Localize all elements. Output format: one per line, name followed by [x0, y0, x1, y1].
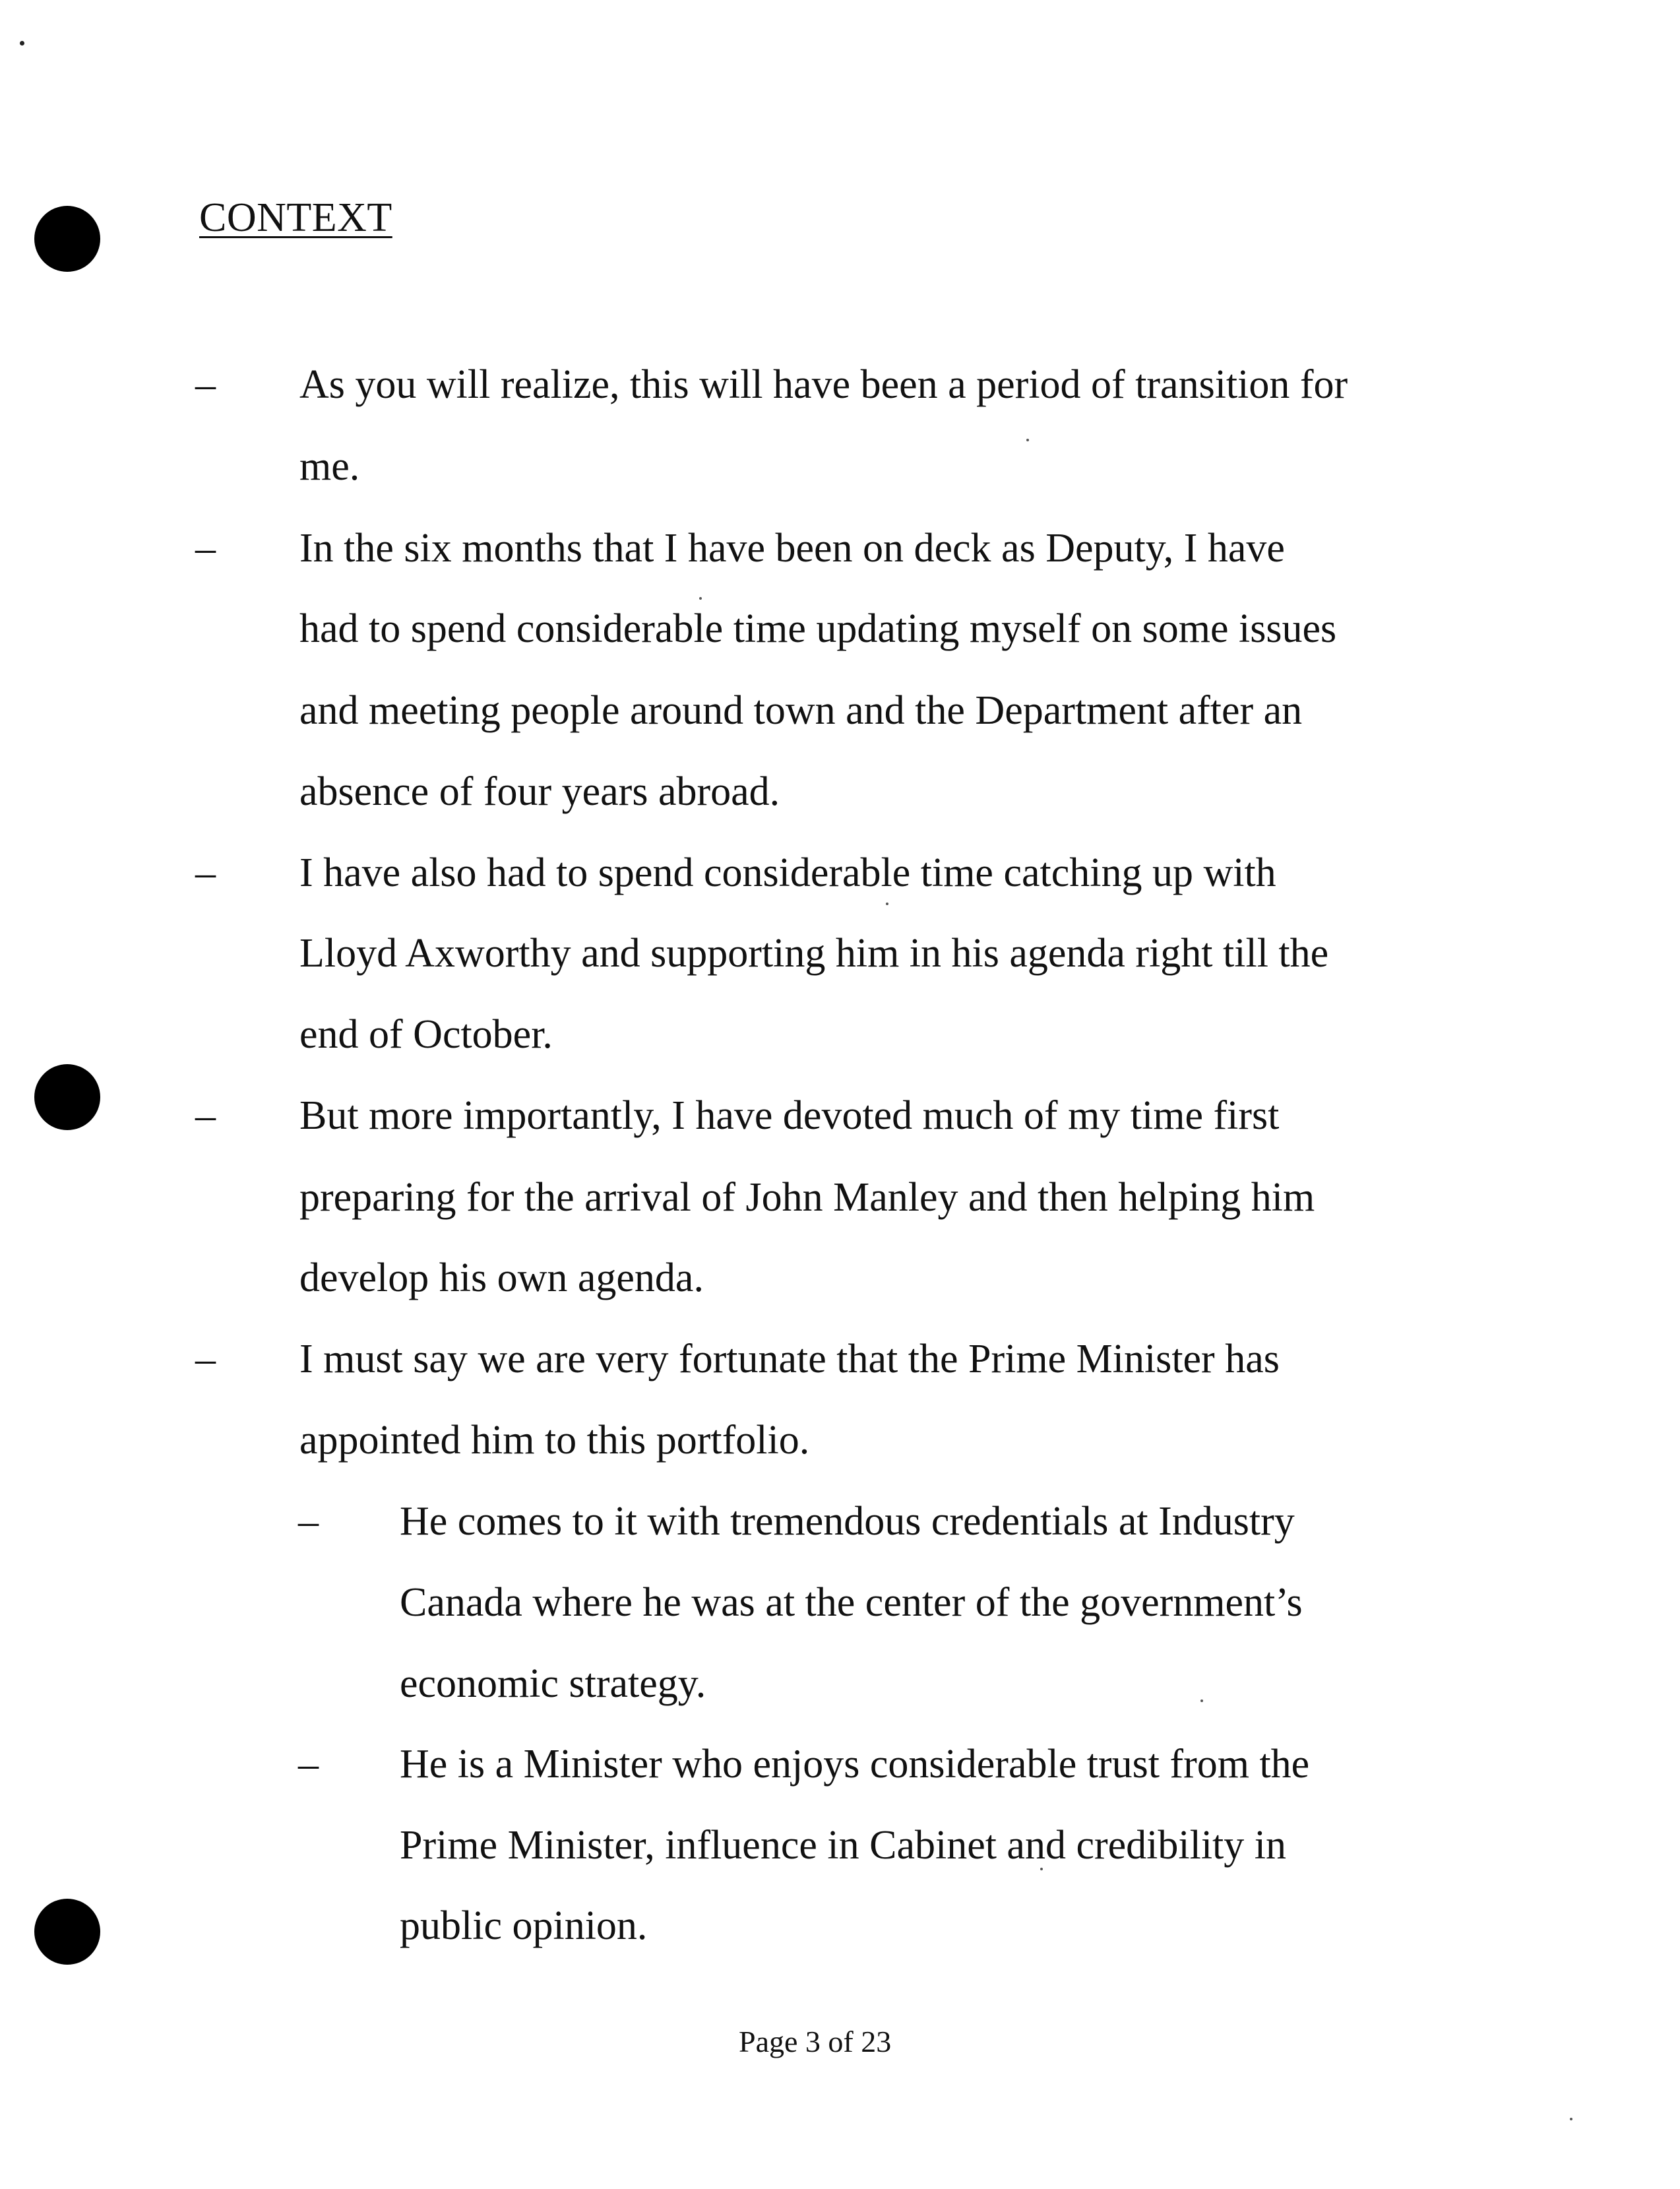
- scan-speck: [699, 597, 702, 600]
- item-line: He comes to it with tremendous credentials at Industry: [400, 1499, 1295, 1544]
- punch-hole-middle: [34, 1064, 100, 1130]
- scan-speck: [1200, 1699, 1203, 1702]
- dash-bullet: –: [195, 362, 216, 407]
- dash-bullet: –: [298, 1499, 319, 1544]
- scan-speck: [20, 41, 24, 46]
- item-line: I must say we are very fortunate that the Prime Minister has: [299, 1337, 1280, 1381]
- scan-speck: [886, 903, 888, 905]
- scan-speck: [1570, 2118, 1572, 2120]
- item-line: But more importantly, I have devoted much of my time first: [299, 1093, 1280, 1138]
- item-line: He is a Minister who enjoys considerable trust from the: [400, 1742, 1310, 1787]
- dash-bullet: –: [298, 1742, 319, 1787]
- item-line: develop his own agenda.: [299, 1255, 704, 1300]
- punch-hole-bottom: [34, 1899, 100, 1965]
- scan-speck: [1026, 439, 1029, 441]
- item-line: absence of four years abroad.: [299, 769, 780, 814]
- item-line: me.: [299, 444, 360, 489]
- scan-speck: [1040, 1868, 1043, 1870]
- item-line: In the six months that I have been on deck as Deputy, I have: [299, 526, 1285, 571]
- item-line: preparing for the arrival of John Manley and then helping him: [299, 1175, 1315, 1220]
- dash-bullet: –: [195, 850, 216, 895]
- item-line: public opinion.: [400, 1903, 648, 1948]
- section-heading: CONTEXT: [199, 195, 392, 240]
- page-number: Page 3 of 23: [739, 2025, 892, 2058]
- dash-bullet: –: [195, 1093, 216, 1138]
- item-line: and meeting people around town and the Department after an: [299, 688, 1303, 733]
- item-line: end of October.: [299, 1012, 553, 1057]
- item-line: appointed him to this portfolio.: [299, 1418, 810, 1463]
- item-line: economic strategy.: [400, 1661, 706, 1706]
- item-line: Prime Minister, influence in Cabinet and credibility in: [400, 1823, 1286, 1868]
- dash-bullet: –: [195, 1337, 216, 1381]
- dash-bullet: –: [195, 526, 216, 571]
- punch-hole-top: [34, 206, 100, 272]
- item-line: Lloyd Axworthy and supporting him in his agenda right till the: [299, 931, 1329, 976]
- item-line: I have also had to spend considerable time catching up with: [299, 850, 1276, 895]
- item-line: As you will realize, this will have been a period of transition for: [299, 362, 1348, 407]
- item-line: Canada where he was at the center of the government’s: [400, 1580, 1303, 1625]
- item-line: had to spend considerable time updating myself on some issues: [299, 606, 1337, 651]
